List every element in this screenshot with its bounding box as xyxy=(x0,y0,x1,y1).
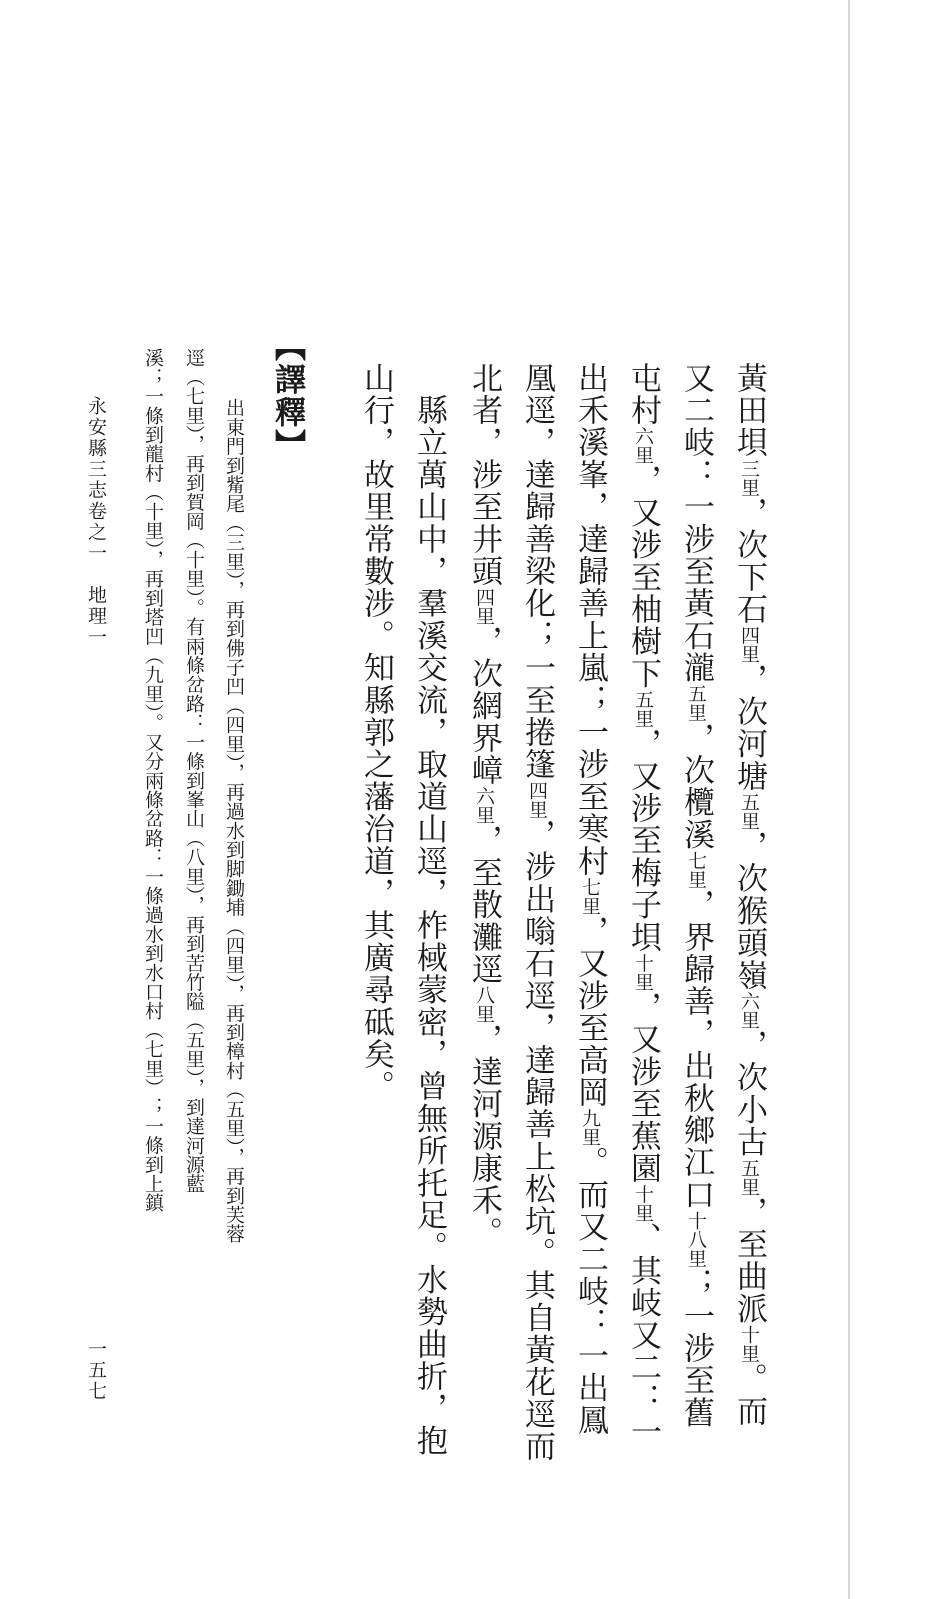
text-run: ，次河塘 xyxy=(731,663,767,793)
text-run: ，達河源康禾。 xyxy=(466,1023,502,1249)
running-title: 永安縣三志卷之一 地理一 xyxy=(85,396,107,648)
main-line-3 xyxy=(625,362,661,1448)
main-line-4 xyxy=(572,362,608,1437)
main-line-2 xyxy=(678,362,714,1429)
distance-note: 三里 xyxy=(738,458,760,497)
text-run: ，涉出嗡石逕，達歸善上松坑。其自黃花逕而 xyxy=(519,818,555,1463)
text-run: ，又涉至高岡 xyxy=(572,915,608,1109)
main-line-1 xyxy=(731,362,767,1428)
note-line-2: 逕（七里），再到賀岡（十里）。有兩條岔路：一條到峯山（八里），再到苦竹隘（五里），到達河源藍 xyxy=(183,348,205,1194)
text-run: 、其岐又二：一 xyxy=(625,1222,661,1448)
distance-note: 五里 xyxy=(632,689,654,728)
text-run: 出禾溪峯，達歸善上嵐；一涉至寒村 xyxy=(572,362,608,878)
note-line-1: 出東門到觜尾（三里），再到佛子凹（四里），再過水到脚鋤埔（四里），再到樟村（五里），再到芙蓉 xyxy=(223,398,245,1244)
text-run: 。而又二岐：一出鳳 xyxy=(572,1146,608,1437)
distance-note: 五里 xyxy=(738,792,760,831)
text-run: ，次網界嶂 xyxy=(466,625,502,787)
page-edge xyxy=(848,0,850,1599)
distance-note: 六里 xyxy=(632,426,654,465)
text-run: 山行，故里常數涉。知縣郭之藩治道，其廣尋砥矣。 xyxy=(358,362,394,1103)
distance-note: 七里 xyxy=(685,850,707,889)
text-run: 。而 xyxy=(731,1362,767,1428)
text-run: ；一涉至舊 xyxy=(678,1267,714,1429)
distance-note: 四里 xyxy=(738,625,760,664)
text-run: ，次欖溪 xyxy=(678,722,714,851)
distance-note: 六里 xyxy=(738,991,760,1030)
text-run: ，至散灘逕 xyxy=(466,824,502,986)
main-line-7 xyxy=(411,362,447,1457)
text-run: ，又涉至蕉園 xyxy=(625,991,661,1185)
distance-note: 四里 xyxy=(526,780,548,819)
distance-note: 十里 xyxy=(632,1184,654,1223)
distance-note: 十里 xyxy=(738,1324,760,1363)
text-run: ，界歸善，出秋鄉江口 xyxy=(678,888,714,1211)
distance-note: 八里 xyxy=(473,985,495,1024)
main-line-8 xyxy=(358,362,394,1103)
text-run: ，又涉至梅子垻 xyxy=(625,727,661,954)
page-number: 一五七 xyxy=(85,1339,107,1402)
distance-note: 六里 xyxy=(473,786,495,825)
text-run: 屯村 xyxy=(625,362,661,427)
text-run: 凰逕，達歸善梁化；一至捲篷 xyxy=(519,362,555,781)
distance-note: 五里 xyxy=(738,1158,760,1197)
distance-note: 七里 xyxy=(579,877,601,916)
text-run: ，次小古 xyxy=(731,1029,767,1159)
distance-note: 五里 xyxy=(685,684,707,722)
text-run: 黃田垻 xyxy=(731,362,767,459)
text-run: 北者，涉至井頭 xyxy=(466,362,502,588)
annotation-heading: 【譯釋】 xyxy=(269,330,305,462)
text-run: ，至曲派 xyxy=(731,1196,767,1325)
note-line-3: 溪；一條到龍村（十里），再到塔凹（九里）。又分兩條岔路：一條過水到水口村（七里）；一條到上鎮 xyxy=(142,348,164,1213)
text-run: 縣立萬山中，羣溪交流，取道山逕，柞棫蒙密，曾無所托足。水勢曲折，抱 xyxy=(411,362,447,1457)
distance-note: 十八里 xyxy=(685,1210,707,1268)
text-run: 又二岐：一涉至黃石瀧 xyxy=(678,362,714,684)
distance-note: 十里 xyxy=(632,953,654,992)
distance-note: 四里 xyxy=(473,587,495,626)
main-line-5 xyxy=(519,362,555,1463)
distance-note: 九里 xyxy=(579,1108,601,1147)
text-run: ，次猴頭嶺 xyxy=(731,830,767,992)
main-line-6 xyxy=(466,362,502,1249)
text-run: ，次下石 xyxy=(731,496,767,626)
text-run: ，又涉至柚樹下 xyxy=(625,464,661,690)
